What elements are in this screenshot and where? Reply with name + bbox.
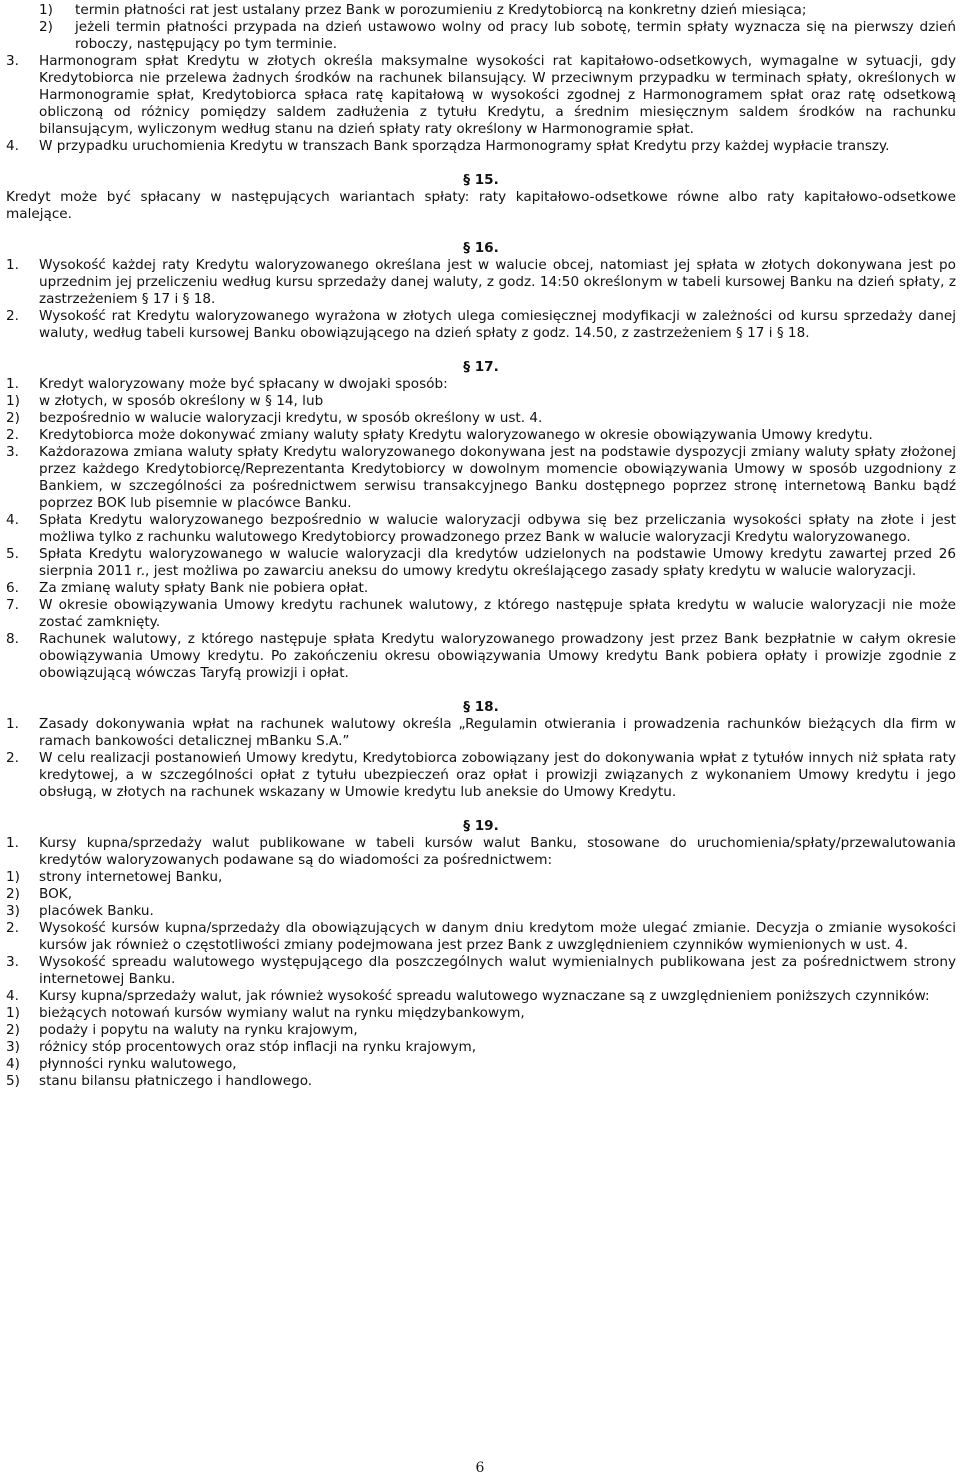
section-heading-18: § 18. (463, 699, 499, 715)
item-text: Kursy kupna/sprzedaży walut, jak również wysokość spreadu walutowego wyznaczane są z uwzględnieniem poniższych czynników: (39, 988, 930, 1004)
item-text: placówek Banku. (39, 903, 154, 919)
item-number: 3) (6, 903, 20, 919)
item-text: Kredyt waloryzowany może być spłacany w dwojaki sposób: (39, 376, 448, 392)
list-item (6, 750, 956, 801)
item-number: 4. (6, 988, 19, 1004)
section-heading-19: § 19. (463, 818, 499, 834)
item-text: Wysokość kursów kupna/sprzedaży dla obowiązujących w danym dniu kredytom może ulegać zmianie. Decyzja o zmianie wysokości kursów jak również o częstotliwości zmiany podejmowana jest przez Bank z uwzględnieniem czynników wymienionych w ust. 4. (39, 920, 956, 953)
list-item (6, 886, 956, 903)
list-item (6, 580, 956, 597)
list-item (6, 903, 956, 920)
list-item (6, 410, 956, 427)
list-item (6, 546, 956, 580)
list-item (6, 631, 956, 682)
item-text: w złotych, w sposób określony w § 14, lub (39, 393, 324, 409)
list-item (6, 1073, 956, 1090)
item-text: W celu realizacji postanowień Umowy kredytu, Kredytobiorca zobowiązany jest do dokonywania wpłat z tytułów innych niż spłata raty kredytowej, a w szczególności opłat z tytułu ubezpieczeń oraz opłat i prowizji związanych z wykonaniem Umowy kredytu i jego obsługą, w złotych na rachunek wskazany w Umowie kredytu lub aneksie do Umowy Kredytu. (39, 750, 956, 800)
list-item (6, 920, 956, 954)
list-item (6, 2, 956, 19)
item-text: W przypadku uruchomienia Kredytu w transzach Bank sporządza Harmonogramy spłat Kredytu przy każdej wypłacie transzy. (39, 138, 890, 154)
item-number: 2. (6, 308, 19, 324)
item-number: 1. (6, 835, 19, 851)
item-number: 4) (6, 1056, 20, 1072)
item-text: płynności rynku walutowego, (39, 1056, 237, 1072)
list-item (6, 1022, 956, 1039)
item-number: 2. (6, 750, 19, 766)
page-number: 6 (475, 1460, 485, 1476)
item-text: Wysokość spreadu walutowego występującego dla poszczególnych walut wymienialnych publikowana jest za pośrednictwem strony internetowej Banku. (39, 954, 956, 987)
item-text: W okresie obowiązywania Umowy kredytu rachunek walutowy, z którego następuje spłata kredytu w walucie waloryzacji nie może zostać zamknięty. (39, 597, 956, 630)
item-number: 3. (6, 53, 19, 69)
item-text: Spłata Kredytu waloryzowanego bezpośrednio w walucie waloryzacji odbywa się bez przeliczania wysokości spłaty na złote i jest możliwa tylko z rachunku walutowego Kredytobiorcy prowadzonego przez Bank w walucie waloryzacji Kredytu waloryzowanego. (39, 512, 956, 545)
item-number: 1. (6, 376, 19, 392)
document-page (6, 2, 956, 1090)
item-text: bezpośrednio w walucie waloryzacji kredytu, w sposób określony w ust. 4. (39, 410, 543, 426)
item-number: 1) (6, 869, 20, 885)
item-text: termin płatności rat jest ustalany przez Bank w porozumieniu z Kredytobiorcą na konkretny dzień miesiąca; (75, 2, 807, 18)
item-number: 3. (6, 444, 19, 460)
item-text: bieżących notowań kursów wymiany walut na rynku międzybankowym, (39, 1005, 525, 1021)
item-number: 2) (6, 886, 20, 902)
section-15-text: Kredyt może być spłacany w następujących wariantach spłaty: raty kapitałowo-odsetkowe równe albo raty kapitałowo-odsetkowe malejące. (6, 189, 956, 222)
item-number: 7. (6, 597, 19, 613)
item-text: Wysokość każdej raty Kredytu waloryzowanego określana jest w walucie obcej, natomiast jej spłata w złotych dokonywana jest po uprzednim jej przeliczeniu według kursu sprzedaży danej waluty, z godz. 14:50 określonym w tabeli kursowej Banku na dzień spłaty, z zastrzeżeniem § 17 i § 18. (39, 257, 956, 307)
list-item (6, 988, 956, 1005)
item-text: Rachunek walutowy, z którego następuje spłata Kredytu waloryzowanego prowadzony jest przez Bank bezpłatnie w całym okresie obowiązywania Umowy kredytu. Po zakończeniu okresu obowiązywania Umowy kredytu Bank pobiera opłaty i prowizje zgodnie z obowiązującą wówczas Taryfą prowizji i opłat. (39, 631, 956, 681)
item-number: 2) (6, 1022, 20, 1038)
list-item (6, 444, 956, 512)
item-number: 2) (39, 19, 53, 35)
section-heading-16: § 16. (463, 240, 499, 256)
list-item (6, 393, 956, 410)
item-text: Kursy kupna/sprzedaży walut publikowane w tabeli kursów walut Banku, stosowane do uruchomienia/spłaty/przewalutowania kredytów waloryzowanych podawane są do wiadomości za pośrednictwem: (39, 835, 956, 868)
item-text: Za zmianę waluty spłaty Bank nie pobiera opłat. (39, 580, 369, 596)
item-number: 8. (6, 631, 19, 647)
list-item (6, 835, 956, 869)
item-text: Kredytobiorca może dokonywać zmiany waluty spłaty Kredytu waloryzowanego w okresie obowiązywania Umowy kredytu. (39, 427, 873, 443)
item-text: stanu bilansu płatniczego i handlowego. (39, 1073, 313, 1089)
item-number: 1) (6, 1005, 20, 1021)
item-text: podaży i popytu na waluty na rynku krajowym, (39, 1022, 358, 1038)
list-item (6, 512, 956, 546)
item-number: 1. (6, 257, 19, 273)
section-heading-15: § 15. (463, 172, 499, 188)
item-text: różnicy stóp procentowych oraz stóp inflacji na rynku krajowym, (39, 1039, 477, 1055)
item-text: Zasady dokonywania wpłat na rachunek walutowy określa „Regulamin otwierania i prowadzenia rachunków bieżących dla firm w ramach bankowości detalicznej mBanku S.A.” (39, 716, 956, 749)
item-text: Każdorazowa zmiana waluty spłaty Kredytu waloryzowanego dokonywana jest na podstawie dyspozycji zmiany waluty spłaty złożonej przez każdego Kredytobiorcę/Reprezentanta Kredytobiorcy w dowolnym momencie obowiązywania Umowy w sposób uzgodniony z Bankiem, w szczególności za pośrednictwem serwisu transakcyjnego Banku dostępnego poprzez stronę internetową Banku bądź poprzez BOK lub pisemnie w placówce Banku. (39, 444, 956, 511)
list-item (6, 869, 956, 886)
item-number: 6. (6, 580, 19, 596)
list-item (6, 1039, 956, 1056)
item-text: Harmonogram spłat Kredytu w złotych określa maksymalne wysokości rat kapitałowo-odsetkowych, wymagalne w sytuacji, gdy Kredytobiorca nie przelewa żadnych środków na rachunek bilansujący. W przeciwnym przypadku w terminach spłaty, określonych w Harmonogramie spłat, Kredytobiorca spłaca ratę kapitałową w wysokości zgodnej z Harmonogramem spłat oraz ratę odsetkową obliczoną od różnicy pomiędzy saldem zadłużenia z tytułu Kredytu, a średnim miesięcznym saldem środków na rachunku bilansującym, wyliczonym według stanu na dzień spłaty raty określony w Harmonogramie spłat. (39, 53, 956, 137)
item-number: 1) (39, 2, 53, 18)
list-item (6, 257, 956, 308)
item-number: 4. (6, 138, 19, 154)
list-item (6, 427, 956, 444)
item-number: 2) (6, 410, 20, 426)
section-heading-17: § 17. (463, 359, 499, 375)
item-text: Wysokość rat Kredytu waloryzowanego wyrażona w złotych ulega comiesięcznej modyfikacji w zależności od kursu sprzedaży danej waluty, według tabeli kursowej Banku obowiązującego na dzień spłaty z godz. 14.50, z zastrzeżeniem § 17 i § 18. (39, 308, 956, 341)
item-number: 3) (6, 1039, 20, 1055)
list-item (6, 1005, 956, 1022)
item-number: 1. (6, 716, 19, 732)
list-item (6, 716, 956, 750)
list-item (6, 1056, 956, 1073)
list-item (6, 597, 956, 631)
item-number: 2. (6, 427, 19, 443)
item-text: jeżeli termin płatności przypada na dzień ustawowo wolny od pracy lub sobotę, termin spłaty wyznacza się na pierwszy dzień roboczy, następujący po tym terminie. (75, 19, 956, 52)
item-text: Spłata Kredytu waloryzowanego w walucie waloryzacji dla kredytów udzielonych na podstawie Umowy kredytu zawartej przed 26 sierpnia 2011 r., jest możliwa po zawarciu aneksu do umowy kredytu określającego zasady spłaty kredytu w walucie waloryzacji. (39, 546, 956, 579)
item-number: 5) (6, 1073, 20, 1089)
item-number: 2. (6, 920, 19, 936)
list-item (6, 376, 956, 393)
list-item (6, 19, 956, 53)
item-number: 3. (6, 954, 19, 970)
list-item (6, 53, 956, 138)
item-number: 4. (6, 512, 19, 528)
list-item (6, 138, 956, 155)
item-text: BOK, (39, 886, 73, 902)
item-number: 1) (6, 393, 20, 409)
list-item (6, 954, 956, 988)
item-text: strony internetowej Banku, (39, 869, 223, 885)
list-item (6, 308, 956, 342)
item-number: 5. (6, 546, 19, 562)
